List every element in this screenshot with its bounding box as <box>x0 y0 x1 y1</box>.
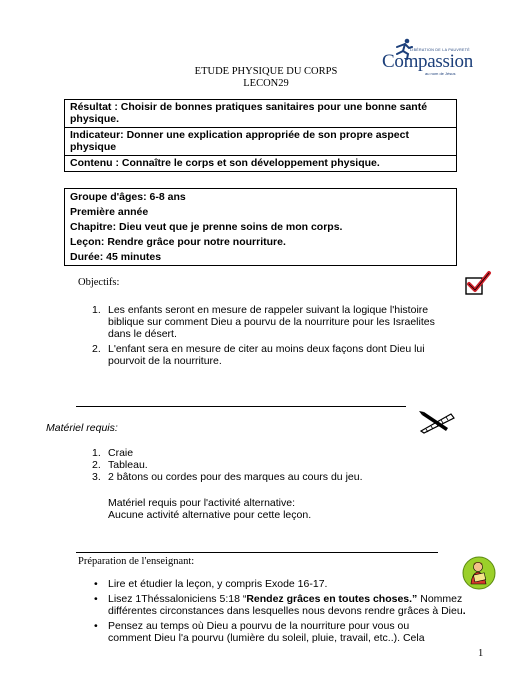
section-divider <box>76 552 438 553</box>
objectifs-list <box>92 304 452 370</box>
duration: Durée: 45 minutes <box>70 251 162 263</box>
title-line-2: LECON29 <box>243 78 289 89</box>
materiel-item-3: 2 bâtons ou cordes pour des marques au cours du jeu. <box>108 471 363 483</box>
lesson: Leçon: Rendre grâce pour notre nourriture. <box>70 236 286 248</box>
compassion-logo <box>381 38 481 82</box>
list-item: 1. Les enfants seront en mesure de rappeler suivant la logique l'histoire biblique sur comment Dieu a pourvu de la nourriture pour les Israelites dans le désert. <box>92 304 435 340</box>
school-year: Première année <box>70 206 149 218</box>
prep-item-1: Lire et étudier la leçon, y compris Exode 16-17. <box>108 578 328 590</box>
list-item: 2. Tableau. <box>92 459 148 471</box>
title-line-1: ETUDE PHYSIQUE DU CORPS <box>194 66 338 77</box>
materiel-item-2: Tableau. <box>108 459 148 471</box>
alt-label: Matériel requis pour l'activité alternative: <box>108 497 296 509</box>
preparation-list <box>92 578 482 647</box>
objectifs-heading: Objectifs: <box>78 277 120 288</box>
objectif-2: L'enfant sera en mesure de citer au moins deux façons dont Dieu lui pourvoit de la nourriture. <box>108 343 425 367</box>
resultat-row: Résultat : Choisir de bonnes pratiques sanitaires pour une bonne santé physique. <box>70 101 428 125</box>
section-divider <box>76 406 406 407</box>
list-item: • Lisez 1Théssaloniciens 5:18 “Rendez grâces en toutes choses.” Nommez différentes circonstances dans lesquelles nous devons rendre grâces à Dieu. <box>94 593 466 617</box>
prep-item-2: Lisez 1Théssaloniciens 5:18 “Rendez grâces en toutes choses.” Nommez différentes circonstances dans lesquelles nous devons rendre grâces à Dieu. <box>108 593 466 617</box>
chapter: Chapitre: Dieu veut que je prenne soins de mon corps. <box>70 221 343 233</box>
materiel-list <box>92 447 452 483</box>
list-item: 1. Craie <box>92 447 134 459</box>
preparation-heading: Préparation de l'enseignant: <box>78 556 195 567</box>
objectif-1: Les enfants seront en mesure de rappeler suivant la logique l'histoire biblique sur comment Dieu a pourvu de la nourriture pour les Israelites dans le désert. <box>108 304 435 340</box>
age-group: Groupe d'âges: 6-8 ans <box>70 191 186 203</box>
objectives-box <box>64 99 457 172</box>
list-item: • Lire et étudier la leçon, y compris Exode 16-17. <box>94 578 328 590</box>
list-item: • Pensez au temps où Dieu a pourvu de la nourriture pour vous ou comment Dieu l'a pourvu (lumière du soleil, pluie, travail, etc..). Cela <box>94 620 425 644</box>
alternative-activity <box>108 497 448 521</box>
lesson-info-box <box>64 188 457 266</box>
pencil-ruler-icon <box>418 408 456 434</box>
logo-wordmark: Compassion <box>382 51 473 72</box>
alt-value: Aucune activité alternative pour cette leçon. <box>108 509 312 521</box>
checkbox-checkmark-icon <box>464 270 492 298</box>
page-number: 1 <box>478 648 484 659</box>
list-item: 2. L'enfant sera en mesure de citer au moins deux façons dont Dieu lui pourvoit de la nourriture. <box>92 343 425 367</box>
contenu-row: Contenu : Connaître le corps et son développement physique. <box>65 155 456 171</box>
logo-tagline: au nom de Jésus <box>425 71 456 76</box>
indicateur-row: Indicateur: Donner une explication appropriée de son propre aspect physique <box>65 127 456 155</box>
materiel-heading: Matériel requis: <box>46 422 118 434</box>
list-item: 3. 2 bâtons ou cordes pour des marques au cours du jeu. <box>92 471 363 483</box>
bible-verse-quote: Rendez grâces en toutes choses.” <box>246 593 418 605</box>
logo-top-text: LIBÉRATION DE LA PAUVRETÉ <box>410 48 470 52</box>
prep-item-3: Pensez au temps où Dieu a pourvu de la nourriture pour vous ou comment Dieu l'a pourvu (lumière du soleil, pluie, travail, etc..). Cela <box>108 620 425 644</box>
materiel-item-1: Craie <box>108 447 134 459</box>
